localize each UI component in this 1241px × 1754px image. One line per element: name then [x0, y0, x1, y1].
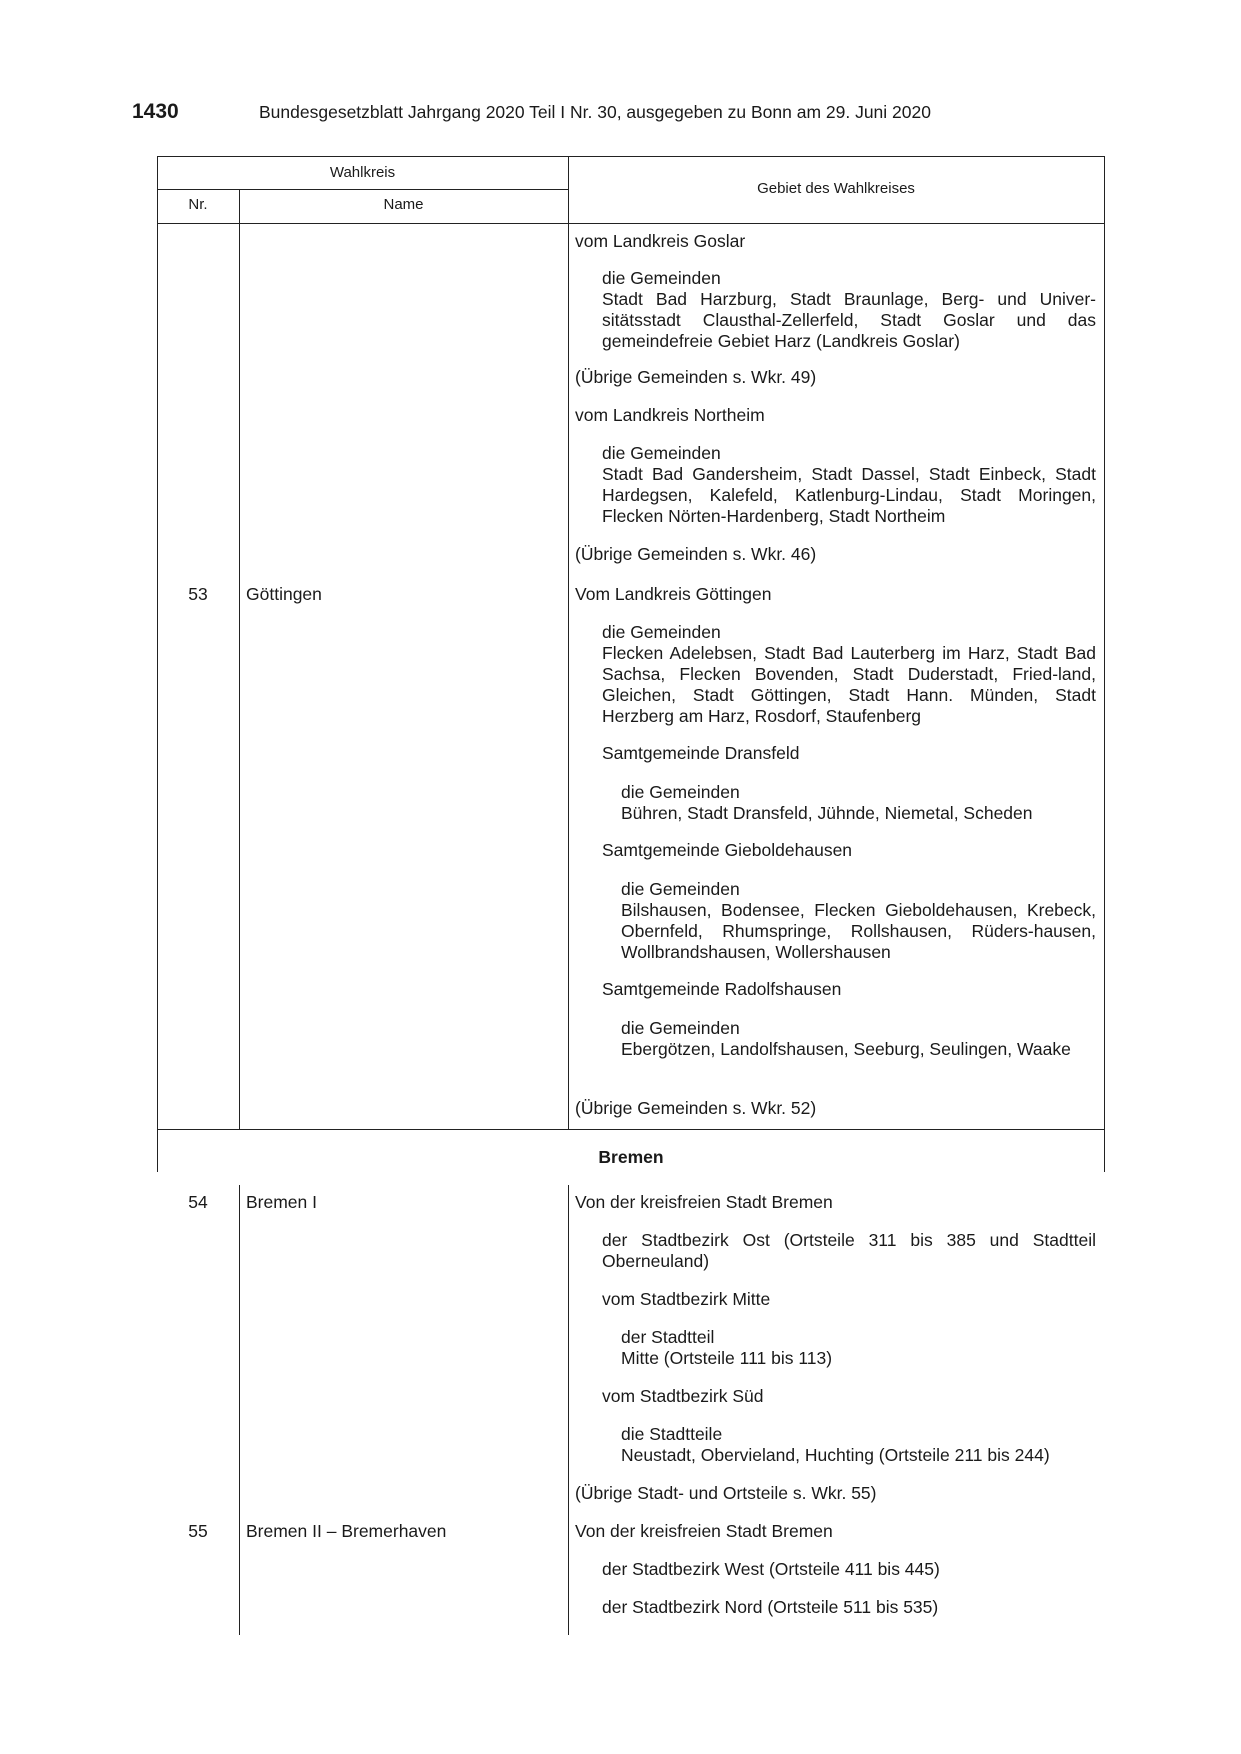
wk53-northeim-heading: vom Landkreis Northeim [575, 405, 765, 425]
head-divider [157, 189, 568, 190]
wk55-stadtbezirk-nord: der Stadtbezirk Nord (Ortsteile 511 bis 535) [602, 1597, 939, 1617]
wk54-sued-heading: vom Stadtbezirk Süd [602, 1386, 764, 1406]
table-left-border [157, 156, 158, 1130]
wk53-goettingen-gemeinden-label: die Gemeinden [602, 622, 721, 642]
section-heading-bremen: Bremen [598, 1147, 664, 1167]
row-55-nr: 55 [188, 1521, 208, 1541]
wk54-heading: Von der kreisfreien Stadt Bremen [575, 1192, 833, 1212]
wk55-heading: Von der kreisfreien Stadt Bremen [575, 1521, 833, 1541]
wk53-northeim-gemeinden-label: die Gemeinden [602, 443, 721, 463]
row-54-name: Bremen I [246, 1192, 317, 1212]
section-divider [157, 1129, 1105, 1130]
col-divider-name-gebiet [568, 156, 569, 1130]
gazette-title: Bundesgesetzblatt Jahrgang 2020 Teil I Nr. 30, ausgegeben zu Bonn am 29. Juni 2020 [259, 102, 931, 122]
wk54-sued-label: die Stadtteile [621, 1424, 723, 1444]
wk55-stadtbezirk-west: der Stadtbezirk West (Ortsteile 411 bis 445) [602, 1559, 940, 1579]
head-bottom-border [157, 223, 1105, 224]
header-nr: Nr. [188, 196, 208, 213]
wk53-gieboldehausen-gemeinden-label: die Gemeinden [621, 879, 740, 899]
wk53-dransfeld-heading: Samtgemeinde Dransfeld [602, 743, 800, 763]
wk53-goslar-gemeinden: Stadt Bad Harzburg, Stadt Braunlage, Berg- und Univer-sitätsstadt Clausthal-Zellerfeld, Stadt Goslar und das gemeindefreie Gebiet Harz (Landkreis Goslar) [602, 289, 1096, 351]
page-number: 1430 [132, 100, 179, 123]
wk54-mitte-heading: vom Stadtbezirk Mitte [602, 1289, 771, 1309]
wk53-dransfeld-gemeinden: Bühren, Stadt Dransfeld, Jühnde, Niemetal, Scheden [621, 803, 1033, 823]
wk53-northeim-gemeinden: Stadt Bad Gandersheim, Stadt Dassel, Stadt Einbeck, Stadt Hardegsen, Kalefeld, Katlenburg-Lindau, Stadt Moringen, Flecken Nörten-Hardenberg, Stadt Northeim [602, 464, 1096, 526]
wk53-radolfshausen-heading: Samtgemeinde Radolfshausen [602, 979, 842, 999]
col-divider-name-gebiet-2 [568, 1185, 569, 1635]
header-name: Name [383, 196, 424, 213]
header-wahlkreis: Wahlkreis [329, 164, 396, 181]
wk53-northeim-note: (Übrige Gemeinden s. Wkr. 46) [575, 544, 817, 564]
col-divider-nr-name [239, 189, 240, 1130]
row-54-nr: 54 [188, 1192, 208, 1212]
wk54-note: (Übrige Stadt- und Ortsteile s. Wkr. 55) [575, 1483, 877, 1503]
wk53-goettingen-heading: Vom Landkreis Göttingen [575, 584, 772, 604]
wk54-mitte-ortsteile: Mitte (Ortsteile 111 bis 113) [621, 1348, 833, 1368]
wk54-mitte-label: der Stadtteil [621, 1327, 715, 1347]
wk54-stadtbezirk-ost: der Stadtbezirk Ost (Ortsteile 311 bis 385 und Stadtteil Oberneuland) [602, 1230, 1096, 1271]
table-right-border [1104, 156, 1105, 1130]
wk53-goettingen-gemeinden: Flecken Adelebsen, Stadt Bad Lauterberg im Harz, Stadt Bad Sachsa, Flecken Bovenden, Stadt Duderstadt, Fried-land, Gleichen, Stadt Göttingen, Stadt Hann. Münden, Stadt Herzberg am Harz, Rosdorf, Staufenberg [602, 643, 1096, 726]
wk53-dransfeld-gemeinden-label: die Gemeinden [621, 782, 740, 802]
wk53-goettingen-note: (Übrige Gemeinden s. Wkr. 52) [575, 1098, 817, 1118]
wk53-radolfshausen-gemeinden-label: die Gemeinden [621, 1018, 740, 1038]
wk54-sued-stadtteile: Neustadt, Obervieland, Huchting (Ortsteile 211 bis 244) [621, 1445, 1050, 1465]
row-53-name: Göttingen [246, 584, 322, 604]
wk53-gieboldehausen-gemeinden: Bilshausen, Bodensee, Flecken Gieboldehausen, Krebeck, Obernfeld, Rhumspringe, Rollshausen, Rüders-hausen, Wollbrandshausen, Wollershausen [621, 900, 1096, 962]
wk53-goslar-heading: vom Landkreis Goslar [575, 231, 746, 251]
row-55-name: Bremen II – Bremerhaven [246, 1521, 447, 1541]
row-53-nr: 53 [188, 584, 208, 604]
wk53-goslar-note: (Übrige Gemeinden s. Wkr. 49) [575, 367, 817, 387]
table-top-border [157, 156, 1105, 157]
header-gebiet: Gebiet des Wahlkreises [757, 180, 915, 197]
wk53-gieboldehausen-heading: Samtgemeinde Gieboldehausen [602, 840, 853, 860]
wk53-goslar-gemeinden-label: die Gemeinden [602, 268, 721, 288]
col-divider-nr-name-2 [239, 1185, 240, 1635]
wk53-radolfshausen-gemeinden: Ebergötzen, Landolfshausen, Seeburg, Seulingen, Waake [621, 1039, 1071, 1059]
